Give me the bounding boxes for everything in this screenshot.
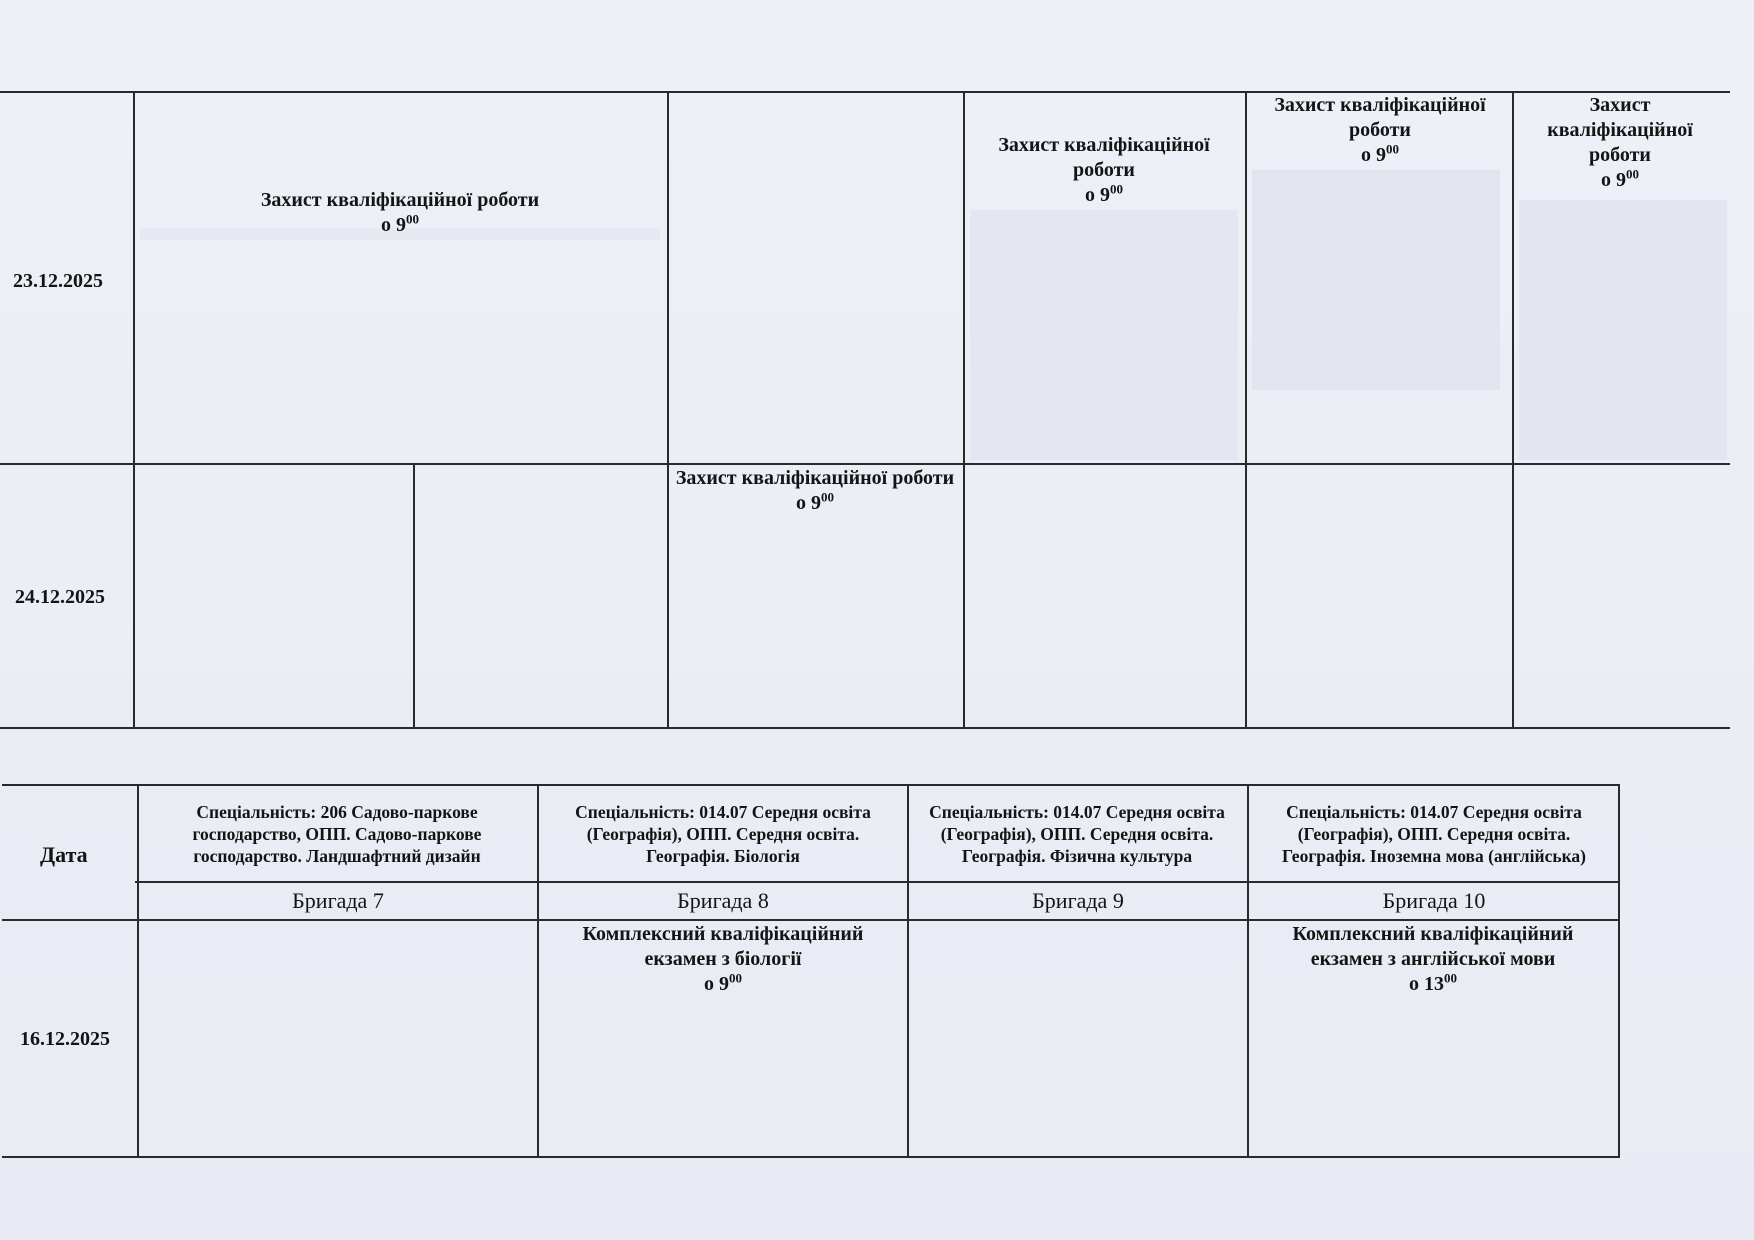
date-cell: 24.12.2025 xyxy=(15,586,105,608)
date-cell: 16.12.2025 xyxy=(20,1028,110,1050)
schedule-entry xyxy=(1252,922,1614,997)
date-cell: 23.12.2025 xyxy=(13,270,103,292)
entry-title: Захист кваліфікаційної роботи xyxy=(1547,94,1693,166)
brigade-label: Бригада 9 xyxy=(1032,888,1124,913)
entry-time: о $9^{00}$ xyxy=(796,489,834,514)
schedule-entry xyxy=(1252,93,1508,168)
specialty-header: Спеціальність: 014.07 Середня освіта (Географія), ОПП. Середня освіта. Географія. Фізична культура xyxy=(929,802,1225,866)
schedule-entry xyxy=(542,922,904,997)
lower-table-top-border xyxy=(2,784,1620,786)
column-divider xyxy=(963,91,965,729)
specialty-header: Спеціальність: 014.07 Середня освіта (Географія), ОПП. Середня освіта. Географія. Іноземна мова (англійська) xyxy=(1282,802,1586,866)
schedule-entry xyxy=(975,133,1233,208)
entry-title: Комплексний кваліфікаційний екзамен з біології xyxy=(582,923,864,970)
entry-time: о $9^{00}$ xyxy=(1085,181,1123,206)
column-divider xyxy=(133,91,135,729)
entry-time: о $9^{00}$ xyxy=(1361,141,1399,166)
brigade-label: Бригада 10 xyxy=(1382,888,1486,913)
entry-time: о $9^{00}$ xyxy=(1601,166,1639,191)
entry-title: Захист кваліфікаційної роботи xyxy=(260,189,540,211)
entry-time: о $9^{00}$ xyxy=(381,211,419,236)
upper-table-bottom-border xyxy=(0,727,1730,729)
lower-table-bottom-border xyxy=(2,1156,1620,1158)
schedule-entry xyxy=(672,466,958,516)
shaded-area xyxy=(970,210,1238,460)
entry-title: Комплексний кваліфікаційний екзамен з англійської мови xyxy=(1292,923,1574,970)
date-column-header: Дата xyxy=(40,842,88,867)
specialty-header: Спеціальність: 206 Садово-паркове господарство, ОПП. Садово-паркове господарство. Ландшафтний дизайн xyxy=(192,802,482,866)
schedule-entry xyxy=(135,188,665,238)
specialty-header: Спеціальність: 014.07 Середня освіта (Географія), ОПП. Середня освіта. Географія. Біологія xyxy=(575,802,871,866)
column-divider xyxy=(1247,784,1249,1158)
schedule-entry xyxy=(1530,93,1710,193)
brigade-label: Бригада 8 xyxy=(677,888,769,913)
entry-title: Захист кваліфікаційної роботи xyxy=(675,467,955,489)
row-divider xyxy=(0,463,1730,465)
column-divider xyxy=(667,91,669,729)
column-divider xyxy=(537,784,539,1158)
column-divider xyxy=(137,784,139,1158)
header-bottom-border xyxy=(2,919,1620,921)
brigade-label: Бригада 7 xyxy=(292,888,384,913)
shaded-area xyxy=(1252,170,1500,390)
column-divider xyxy=(1618,784,1620,1158)
column-divider xyxy=(907,784,909,1158)
entry-title: Захист кваліфікаційної роботи xyxy=(1274,94,1486,141)
column-divider xyxy=(413,463,415,729)
entry-time: о $13^{00}$ xyxy=(1409,970,1457,995)
column-divider xyxy=(1245,91,1247,729)
entry-title: Захист кваліфікаційної роботи xyxy=(998,134,1210,181)
column-divider xyxy=(1512,91,1514,729)
shaded-area xyxy=(1519,200,1727,460)
entry-time: о $9^{00}$ xyxy=(704,970,742,995)
